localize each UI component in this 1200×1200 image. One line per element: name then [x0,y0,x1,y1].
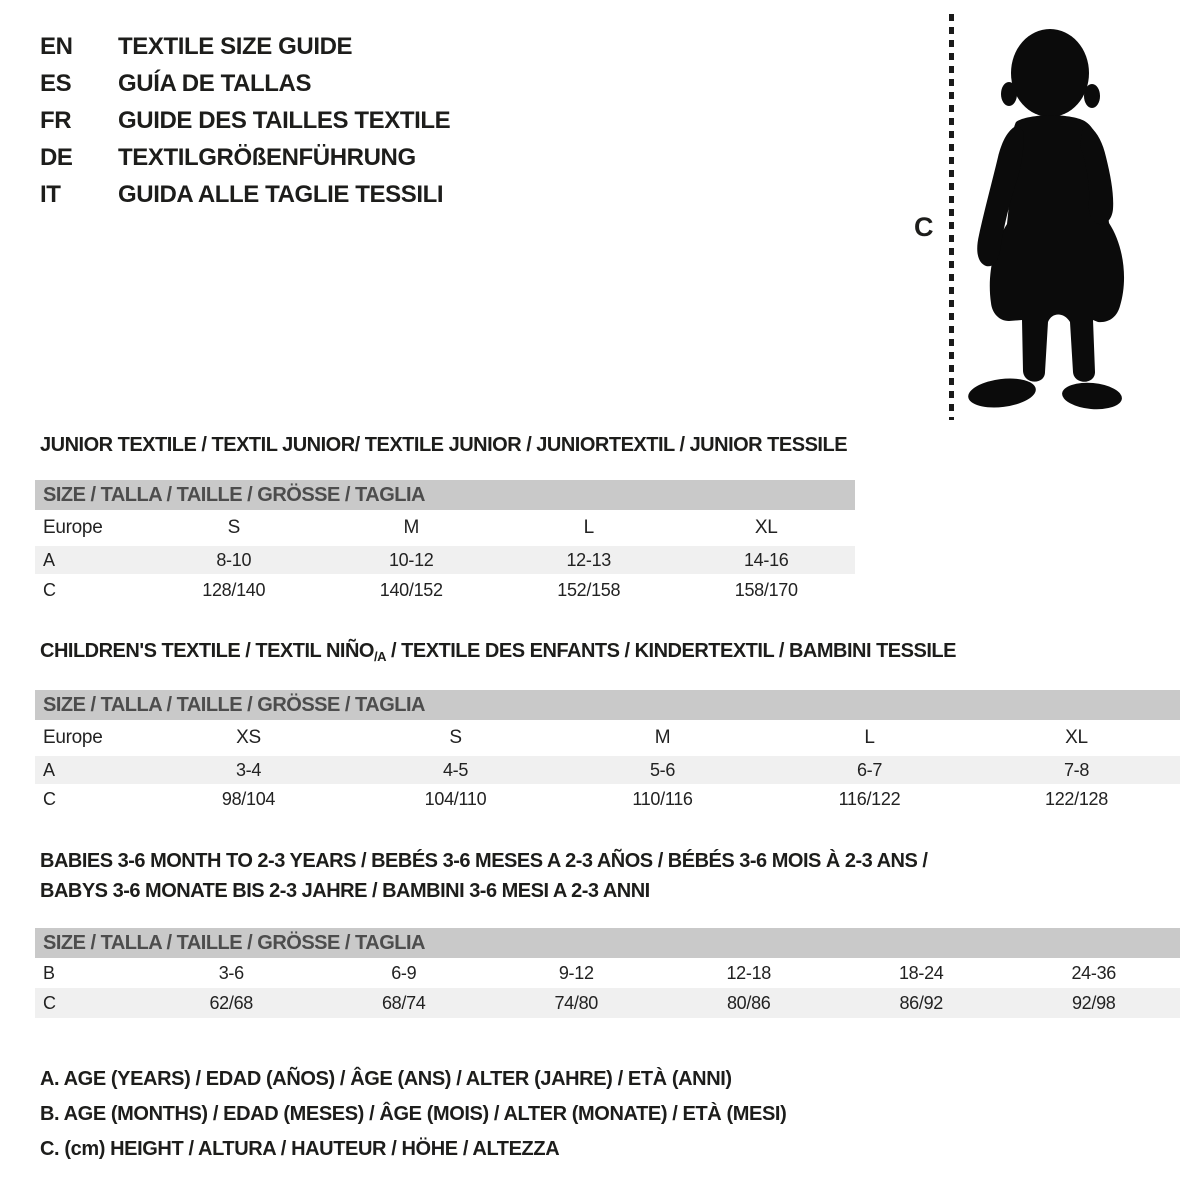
table-row [35,720,1180,756]
table-cell: 116/122 [838,789,901,809]
babies-section-title [40,846,927,906]
row-label: B [43,962,55,983]
table-cell: 158/170 [734,579,798,600]
height-measure-label: C [914,212,934,242]
col-header: M [403,517,420,538]
table-cell: 104/110 [424,789,487,809]
lang-row-it [40,176,450,213]
table-cell: 92/98 [1071,992,1116,1013]
lang-title: TEXTILE SIZE GUIDE [118,33,353,60]
size-header-bar: SIZE / TALLA / TAILLE / GRÖSSE / TAGLIA [35,690,1180,720]
table-cell: 8-10 [216,549,252,570]
title-text: JUNIOR TEXTILE / TEXTIL JUNIOR/ TEXTILE JUNIOR / JUNIORTEXTIL / JUNIOR TESSILE [40,434,848,456]
table-cell: 110/116 [632,789,693,809]
table-row [35,958,1180,988]
lang-row-de [40,139,450,176]
table-cell: 4-5 [442,759,469,780]
row-label: Europe [43,517,103,538]
table-row [35,784,1180,815]
table-cell: 6-9 [391,962,417,983]
table-cell: 80/86 [726,992,771,1013]
row-label: A [43,549,55,570]
table-cell: 10-12 [388,549,434,570]
row-label: A [43,759,55,780]
lang-row-fr [40,102,450,139]
table-row [35,756,1180,784]
col-header: XL [754,517,778,538]
table-cell: 152/158 [557,579,621,600]
table-cell: 86/92 [899,992,944,1013]
col-header: XL [1065,727,1088,748]
lang-title: GUIDA ALLE TAGLIE TESSILI [118,181,444,208]
lang-code: IT [40,181,61,208]
babies-size-table [35,928,1180,1018]
table-cell: 128/140 [202,579,266,600]
table-cell: 7-8 [1063,759,1090,780]
lang-title: TEXTILGRÖßENFÜHRUNG [118,144,416,171]
title-text: / TEXTILE DES ENFANTS / KINDERTEXTIL / BAMBINI TESSILE [385,640,956,662]
lang-code: ES [40,70,72,97]
measurement-legend [40,1062,786,1167]
table-cell: 62/68 [209,992,254,1013]
toddler-silhouette-icon [964,18,1149,420]
title-line: BABYS 3-6 MONATE BIS 2-3 JAHRE / BAMBINI 3-6 MESI A 2-3 ANNI [40,880,650,902]
title-text: CHILDREN'S TEXTILE / TEXTIL NIÑO [40,640,374,662]
language-title-list [40,28,450,213]
title-line: BABIES 3-6 MONTH TO 2-3 YEARS / BEBÉS 3-6 MESES A 2-3 AÑOS / BÉBÉS 3-6 MOIS À 2-3 ANS / [40,850,928,872]
table-cell: 6-7 [856,759,883,780]
table-cell: 9-12 [558,962,594,983]
col-header: S [227,517,240,538]
row-label: C [43,992,56,1013]
lang-row-en [40,28,450,65]
legend-line-c: C. (cm) HEIGHT / ALTURA / HAUTEUR / HÖHE / ALTEZZA [40,1138,560,1160]
height-measure-dashed-line [949,14,954,420]
table-row [35,988,1180,1018]
table-cell: 74/80 [554,992,599,1013]
table-cell: 5-6 [649,759,676,780]
table-row [35,574,855,606]
lang-code: DE [40,144,73,171]
table-cell: 140/152 [379,579,443,600]
table-row [35,546,855,574]
col-header: L [583,517,594,538]
table-cell: 12-13 [566,549,612,570]
row-label: C [43,579,56,600]
table-cell: 98/104 [221,789,276,809]
table-cell: 122/128 [1045,789,1108,809]
size-header-bar: SIZE / TALLA / TAILLE / GRÖSSE / TAGLIA [35,480,855,510]
table-cell: 3-4 [235,759,262,780]
legend-line-a: A. AGE (YEARS) / EDAD (AÑOS) / ÂGE (ANS) / ALTER (JAHRE) / ETÀ (ANNI) [40,1068,732,1090]
col-header: M [654,727,671,748]
junior-section-title [40,434,847,457]
lang-row-es [40,65,450,102]
size-header-bar: SIZE / TALLA / TAILLE / GRÖSSE / TAGLIA [35,928,1180,958]
table-cell: 3-6 [218,962,244,983]
children-section-title [40,640,956,663]
lang-code: EN [40,33,73,60]
table-cell: 18-24 [898,962,944,983]
row-label: Europe [43,727,103,748]
junior-size-table [35,480,855,606]
row-label: C [43,789,56,809]
table-cell: 68/74 [381,992,426,1013]
legend-line-b: B. AGE (MONTHS) / EDAD (MESES) / ÂGE (MOIS) / ALTER (MONATE) / ETÀ (MESI) [40,1103,787,1125]
children-size-table [35,690,1180,815]
lang-title: GUIDE DES TAILLES TEXTILE [118,107,451,134]
col-header: L [864,727,875,748]
col-header: XS [236,727,261,748]
lang-code: FR [40,107,72,134]
lang-title: GUÍA DE TALLAS [118,70,312,97]
table-cell: 14-16 [743,549,789,570]
table-row [35,510,855,546]
table-cell: 24-36 [1071,962,1117,983]
title-subscript: /A [373,649,386,664]
col-header: S [449,727,462,748]
table-cell: 12-18 [726,962,772,983]
